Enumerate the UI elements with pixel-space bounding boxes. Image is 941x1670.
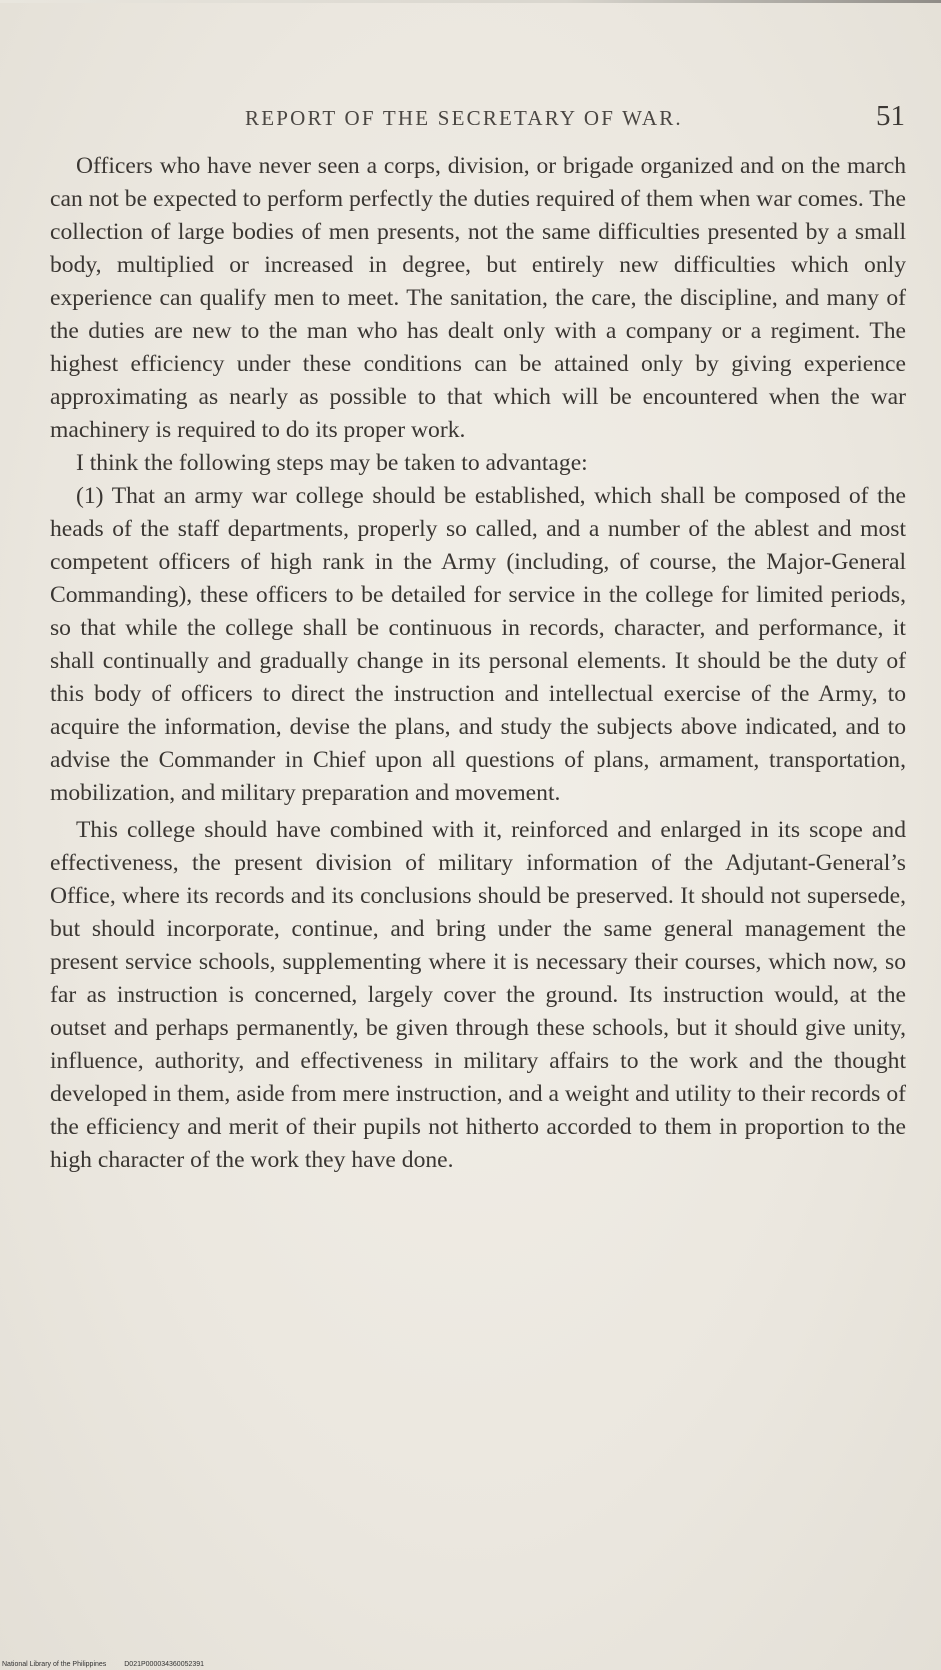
paragraph-2: I think the following steps may be taken to advantage: <box>76 450 588 476</box>
page-number: 51 <box>876 100 905 132</box>
page-header <box>50 100 905 140</box>
paragraph-3: (1) That an army war college should be established, which shall be composed of the heads of the staff departments, properly so called, and a number of the ablest and most competent officers of high rank in the Army (including, of course, the Major-General Commanding), these officers to be detailed for service in the college for limited periods, so that while the college shall be continuous in records, character, and performance, it shall continually and gradually change in its personal elements. It should be the duty of this body of officers to direct the instruction and intellectual exercise of the Army, to acquire the information, devise the plans, and study the subjects above indicated, and to advise the Commander in Chief upon all questions of plans, armament, transportation, mobilization, and military preparation and movement. <box>50 483 906 806</box>
paragraph-1: Officers who have never seen a corps, division, or brigade organized and on the march can not be expected to perform perfectly the duties required of them when war comes. The collection of large bodies of men presents, not the same difficulties presented by a small body, multiplied or increased in degree, but entirely new difficulties which only experience can qualify men to meet. The sanitation, the care, the discipline, and many of the duties are new to the man who has dealt only with a company or a regiment. The highest efficiency under these conditions can be attained only by giving experience approximating as nearly as possible to that which will be encountered when the war machinery is required to do its proper work. <box>50 153 906 443</box>
footer-library: National Library of the Philippines <box>2 1661 107 1668</box>
paragraph-4: This college should have combined with it, reinforced and enlarged in its scope and effectiveness, the present division of military information of the Adjutant-General’s Office, where its records and its conclusions should be preserved. It should not supersede, but should incorporate, continue, and bring under the same general management the present service schools, supplementing where it is necessary their courses, which now, so far as instruction is concerned, largely cover the ground. Its instruction would, at the outset and perhaps permanently, be given through these schools, but it should give unity, influence, authority, and effectiveness in military affairs to the work and the thought developed in them, aside from mere instruction, and a weight and utility to their records of the efficiency and merit of their pupils not hitherto accorded to them in proportion to the high character of the work they have done. <box>50 817 906 1173</box>
body-text <box>50 150 906 1177</box>
scan-footer <box>2 1661 220 1668</box>
page-top-edge <box>0 0 941 3</box>
footer-item-id: D021P000034360052391 <box>124 1661 205 1668</box>
running-title: REPORT OF THE SECRETARY OF WAR. <box>245 106 683 130</box>
